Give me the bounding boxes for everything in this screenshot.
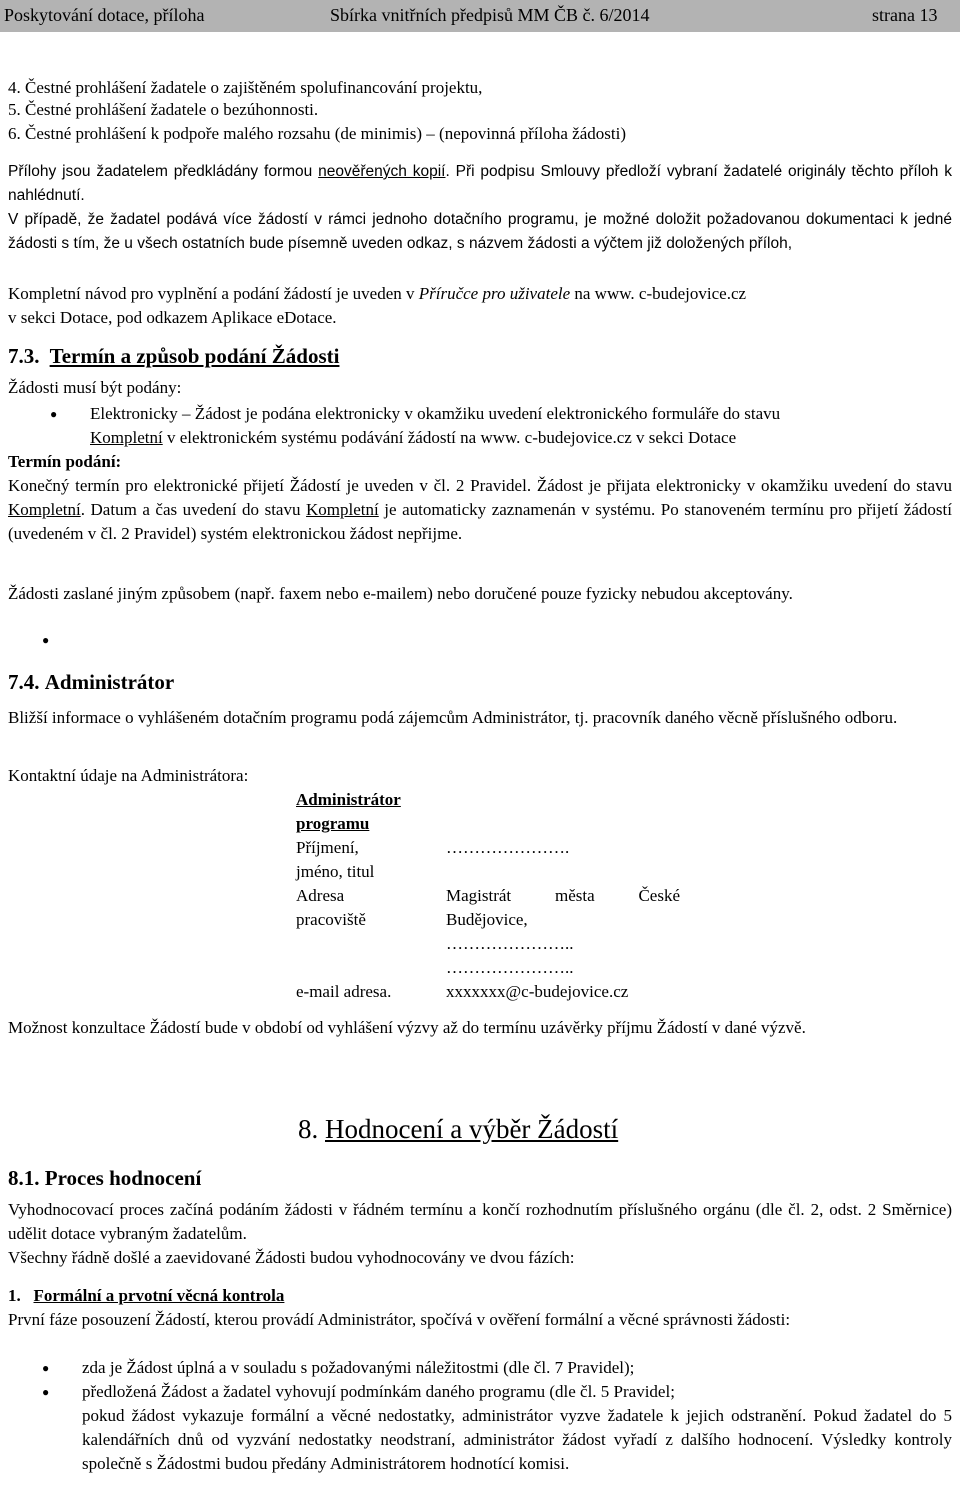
table-head: Administrátor bbox=[296, 790, 401, 809]
contact-label: Kontaktní údaje na Administrátora: bbox=[8, 766, 249, 785]
list-item: ● předložená Žádost a žadatel vyhovují podmínkám daného programu (dle čl. 5 Pravidel; bbox=[8, 1380, 952, 1404]
address-label: pracoviště bbox=[296, 910, 366, 929]
section-7-3-heading: 7.3. Termín a způsob podání Žádosti bbox=[8, 344, 340, 368]
address-label: Adresa bbox=[296, 886, 345, 905]
phase-1-heading: 1. Formální a prvotní věcná kontrola bbox=[8, 1286, 285, 1305]
email-label: e-mail adresa. bbox=[296, 982, 392, 1001]
address-dots: ………………….. bbox=[446, 958, 574, 977]
list-item: 4. Čestné prohlášení žadatele o zajištěném spolufinancování projektu, bbox=[8, 78, 483, 97]
address-value: Budějovice, bbox=[446, 910, 528, 929]
address-value: Magistrát města České bbox=[446, 886, 680, 905]
contact-table bbox=[8, 788, 952, 1008]
header-left: Poskytování dotace, příloha bbox=[4, 5, 205, 25]
name-label: jméno, titul bbox=[296, 862, 375, 881]
deadline-label: Termín podání: bbox=[8, 452, 122, 471]
multi-application-note: V případě, že žadatel podává více žádostí v rámci jednoho dotačního programu, je možné doložit požadovanou dokumentaci k jedné žádosti s tím, že u všech ostatních bude písemně uveden odkaz, s názvem žádosti a výčtem již doložených příloh, bbox=[8, 211, 952, 252]
section-8-1-heading: 8.1. Proces hodnocení bbox=[8, 1166, 202, 1190]
manual-note: Kompletní návod pro vyplnění a podání žádostí je uveden v Příručce pro uživatele na www. c-budejovice.cz v sekci Dotace, pod odkazem Aplikace eDotace. bbox=[8, 284, 747, 327]
bullet-electronic: ● Elektronicky – Žádost je podána elektronicky v okamžiku uvedení elektronického formuláře do stavu Kompletní v elektronickém systému podávání žádostí na www. c-budejovice.cz v sekci Dotace bbox=[16, 402, 960, 450]
deadline-text: Konečný termín pro elektronické přijetí Žádostí je uveden v čl. 2 Pravidel. Žádost je přijata elektronicky v okamžiku uvedení do stavu Kompletní. Datum a čas uvedení do stavu Kompletní je automaticky zaznamenán v systému. Po stanoveném termínu pro přijetí žádostí (uvedeném v čl. 2 Pravidel) systém elektronickou žádost nepřijme. bbox=[8, 476, 952, 543]
address-dots: ………………….. bbox=[446, 934, 574, 953]
header-page-number: strana 13 bbox=[872, 5, 938, 25]
empty-bullet bbox=[8, 628, 952, 652]
evaluation-phases-text: Všechny řádně došlé a zaevidované Žádosti budou vyhodnocovány ve dvou fázích: bbox=[8, 1248, 575, 1267]
email-value: xxxxxxx@c-budejovice.cz bbox=[446, 982, 629, 1001]
page-header bbox=[0, 0, 960, 32]
section-7-4-heading: 7.4. Administrátor bbox=[8, 670, 175, 694]
other-means-text: Žádosti zaslané jiným způsobem (např. faxem nebo e-mailem) nebo doručené pouze fyzicky nebudou akceptovány. bbox=[8, 584, 793, 603]
attachment-list bbox=[8, 76, 952, 146]
attachments-note: Přílohy jsou žadatelem předkládány formou neověřených kopií. Při podpisu Smlouvy předloží vybraní žadatelé originály těchto příloh k nahlédnutí. bbox=[8, 163, 952, 204]
list-item: ● zda je Žádost úplná a v souladu s požadovanými náležitostmi (dle čl. 7 Pravidel); bbox=[8, 1356, 952, 1380]
underlined-term: neověřených kopií bbox=[318, 163, 446, 180]
name-value: …………………. bbox=[446, 838, 570, 857]
check-list bbox=[8, 1356, 952, 1404]
consultation-text: Možnost konzultace Žádostí bude v období od vyhlášení výzvy až do termínu uzávěrky příjmu Žádostí v dané výzvě. bbox=[8, 1018, 806, 1037]
admin-info-text: Bližší informace o vyhlášeném dotačním programu podá zájemcům Administrátor, tj. pracovník daného věcně příslušného odboru. bbox=[8, 708, 898, 727]
list-item: 6. Čestné prohlášení k podpoře malého rozsahu (de minimis) – (nepovinná příloha žádosti) bbox=[8, 124, 626, 143]
phase-1-text: První fáze posouzení Žádostí, kterou provádí Administrátor, spočívá v ověření formální a věcné správnosti žádosti: bbox=[8, 1310, 791, 1329]
list-item: 5. Čestné prohlášení žadatele o bezúhonnosti. bbox=[8, 100, 319, 119]
header-center: Sbírka vnitřních předpisů MM ČB č. 6/2014 bbox=[330, 5, 650, 25]
name-label: Příjmení, bbox=[296, 838, 359, 857]
defects-text: pokud žádost vykazuje formální a věcné nedostatky, administrátor vyzve žadatele k jejich odstranění. Pokud žadatel do 5 kalendářních dnů od vyzvání nedostatky neodstraní, administrátor žádost vyřadí z dalšího hodnocení. Výsledky kontroly společně s Žádostmi budou předány Administrátorem hodnotící komisi. bbox=[82, 1406, 952, 1473]
table-head: programu bbox=[296, 814, 370, 833]
section-8-heading: 8. Hodnocení a výběr Žádostí bbox=[298, 1114, 619, 1144]
must-submit-label: Žádosti musí být podány: bbox=[8, 378, 182, 397]
manual-title: Příručce pro uživatele bbox=[418, 284, 571, 303]
bullet-icon: ● bbox=[42, 633, 50, 647]
evaluation-text: Vyhodnocovací proces začíná podáním žádosti v řádném termínu a končí rozhodnutím příslušného orgánu (dle čl. 2, odst. 2 Směrnice) udělit dotace vybraným žadatelům. bbox=[8, 1200, 952, 1243]
